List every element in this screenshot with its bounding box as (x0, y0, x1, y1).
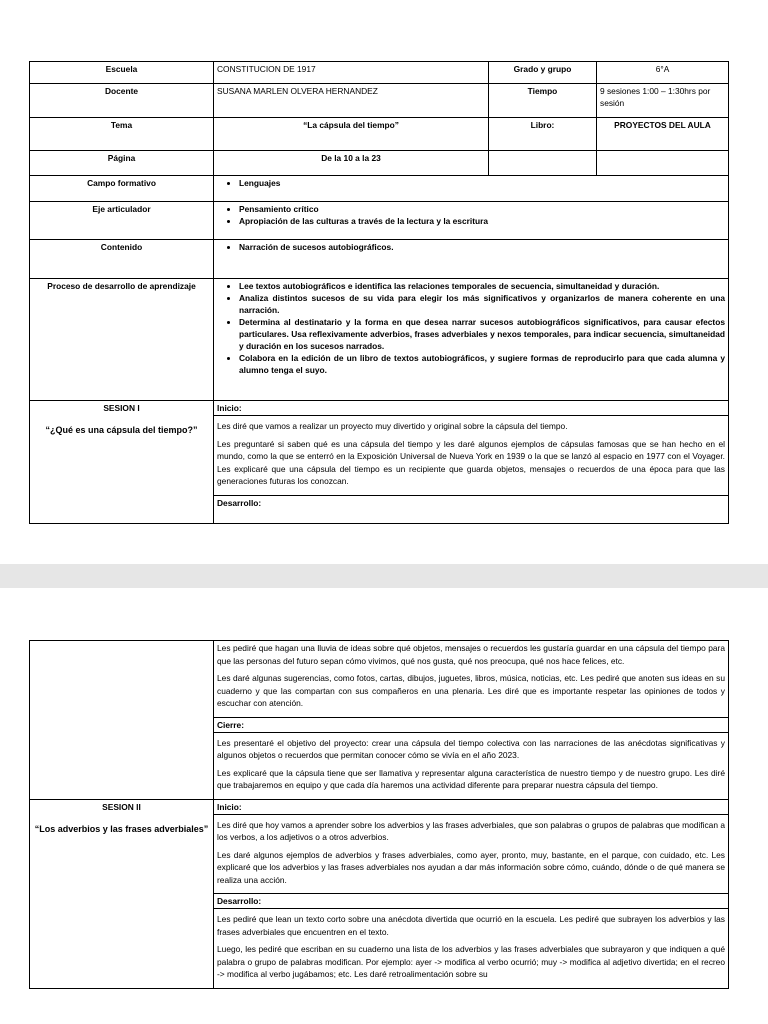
paragraph: Les daré algunas sugerencias, como fotos, cartas, dibujos, juguetes, libros, música, noticias, etc. Les pediré que anoten sus ideas en su cuaderno y que las compartan con sus compañeros en una plenaria. Les diré que es importante respetar las opiniones de todos y escuchar con atención. (217, 673, 725, 708)
sesion2-cell (30, 799, 214, 988)
planning-table-continued (29, 640, 729, 989)
contenido-cell (214, 240, 729, 279)
paragraph: Les explicaré que la cápsula tiene que ser llamativa y representar alguna característica de nuestro tiempo y de nuestro grupo. Les diré que trabajaremos en equipo y que cada día haremos una actividad diferente para preparar nuestra cápsula del tiempo. (217, 767, 725, 790)
campo-item: • Lenguajes (239, 177, 725, 189)
escuela-label: Escuela (30, 62, 214, 84)
cierre-heading: Cierre: (214, 718, 728, 733)
tiempo-value: 9 sesiones 1:00 – 1:30hrs por sesión (597, 84, 729, 118)
proceso-item: • Analiza distintos sucesos de su vida para elegir los más significativos y organizarlos de manera coherente en una narración. (239, 292, 725, 316)
eje-cell (214, 202, 729, 240)
document-page-2 (0, 588, 768, 1024)
libro-value: PROYECTOS DEL AULA (597, 118, 729, 151)
docente-label: Docente (30, 84, 214, 118)
sesion1-cell (30, 401, 214, 524)
eje-item: • Pensamiento crítico (239, 203, 725, 215)
pagina-label: Página (30, 151, 214, 176)
empty-cell (597, 151, 729, 176)
inicio-body (214, 416, 728, 496)
docente-value: SUSANA MARLEN OLVERA HERNANDEZ (214, 84, 489, 118)
desarrollo-body (214, 641, 728, 718)
proceso-item: • Lee textos autobiográficos e identifica las relaciones temporales de secuencia, simultaneidad y duración. (239, 280, 725, 292)
grado-value: 6°A (597, 62, 729, 84)
sesion1-name: “¿Qué es una cápsula del tiempo?” (45, 425, 198, 435)
libro-label: Libro: (489, 118, 597, 151)
pagina-value: De la 10 a la 23 (214, 151, 489, 176)
grado-label: Grado y grupo (489, 62, 597, 84)
desarrollo-body (214, 909, 728, 988)
eje-item: • Apropiación de las culturas a través de la lectura y la escritura (239, 215, 725, 227)
escuela-value: CONSTITUCION DE 1917 (214, 62, 489, 84)
contenido-item: • Narración de sucesos autobiográficos. (239, 241, 725, 253)
empty-cell (489, 151, 597, 176)
tiempo-label: Tiempo (489, 84, 597, 118)
paragraph: Les pediré que hagan una lluvia de ideas sobre qué objetos, mensajes o recuerdos les gustaría guardar en una cápsula del tiempo para que las personas del futuro sepan cómo vivimos, qué nos gusta, qué nos preocupa, qué nos hace felices, etc. (217, 643, 725, 666)
sesion1-activities-continued (214, 641, 729, 800)
desarrollo-heading: Desarrollo: (214, 894, 728, 909)
proceso-item: • Colabora en la edición de un libro de textos autobiográficos, y sugiere formas de reproducirlo para que cada alumna y alumno tenga el suyo. (239, 352, 725, 376)
sesion2-title: SESION II (102, 801, 141, 812)
paragraph: Luego, les pediré que escriban en su cuaderno una lista de los adverbios y las frases adverbiales que subrayaron y que indiquen a qué palabra o grupo de palabras modifican. Por ejemplo: ayer -> modifica al verbo ocurrió; muy -> modifica al adjetivo divertida; en el recreo -> modifica al verbo jugábamos; etc. Les daré retroalimentación sobre su (217, 944, 725, 979)
proceso-label: Proceso de desarrollo de aprendizaje (30, 279, 214, 401)
paragraph: Les diré que hoy vamos a aprender sobre los adverbios y las frases adverbiales, que son palabras o grupos de palabras que modifican a los verbos, a los adjetivos o a otros adverbios. (217, 819, 725, 842)
proceso-item: • Determina al destinatario y la forma en que desea narrar sucesos autobiográficos significativos, para causar efectos particulares. Usa reflexivamente adverbios, frases adverbiales y nexos temporales, para indicar secuencia, simultaneidad y duración en los sucesos narrados. (239, 316, 725, 352)
planning-table (29, 61, 729, 524)
cierre-body (214, 733, 728, 799)
empty-cell (30, 641, 214, 800)
paragraph: Les diré que vamos a realizar un proyecto muy divertido y original sobre la cápsula del tiempo. (217, 421, 568, 431)
inicio-body (214, 815, 728, 895)
tema-label: Tema (30, 118, 214, 151)
proceso-cell (214, 279, 729, 401)
paragraph: Les preguntaré si saben qué es una cápsula del tiempo y les daré algunos ejemplos de cápsulas famosas que se han hecho en el mundo, como la que se enterró en la Exposición Universal de Nueva York en 1939 o la que se lanzó al espacio en 1977 con el Voyager. Les explicaré que una cápsula del tiempo es un recipiente que guarda objetos, mensajes o recuerdos de una época para que las generaciones futuras los conozcan. (217, 438, 725, 486)
sesion2-name: “Los adverbios y las frases adverbiales” (34, 823, 209, 834)
sesion1-title: SESION I (103, 403, 140, 413)
eje-label: Eje articulador (30, 202, 214, 240)
inicio-heading: Inicio: (214, 401, 728, 416)
desarrollo-heading: Desarrollo: (217, 497, 262, 508)
paragraph: Les pediré que lean un texto corto sobre una anécdota divertida que ocurrió en la escuela. Les pediré que subrayen los adverbios y las frases adverbiales que encuentren en el texto. (217, 914, 725, 937)
campo-label: Campo formativo (30, 176, 214, 202)
paragraph: Les presentaré el objetivo del proyecto: crear una cápsula del tiempo colectiva con las narraciones de las anécdotas significativas y algunos objetos o recuerdos que permitan conocer cómo se vivía en el año 2023. (217, 737, 725, 760)
campo-cell (214, 176, 729, 202)
paragraph: Les daré algunos ejemplos de adverbios y frases adverbiales, como ayer, pronto, muy, bastante, en el parque, con cuidado, etc. Les explicaré que los adverbios y las frases adverbiales nos ayudan a dar más información sobre cómo, cuándo, dónde o de qué manera se realiza una acción. (217, 849, 725, 885)
sesion1-activities (214, 401, 729, 524)
sesion2-activities (214, 799, 729, 988)
tema-value: “La cápsula del tiempo” (214, 118, 489, 151)
contenido-label: Contenido (30, 240, 214, 279)
inicio-heading: Inicio: (214, 800, 728, 815)
